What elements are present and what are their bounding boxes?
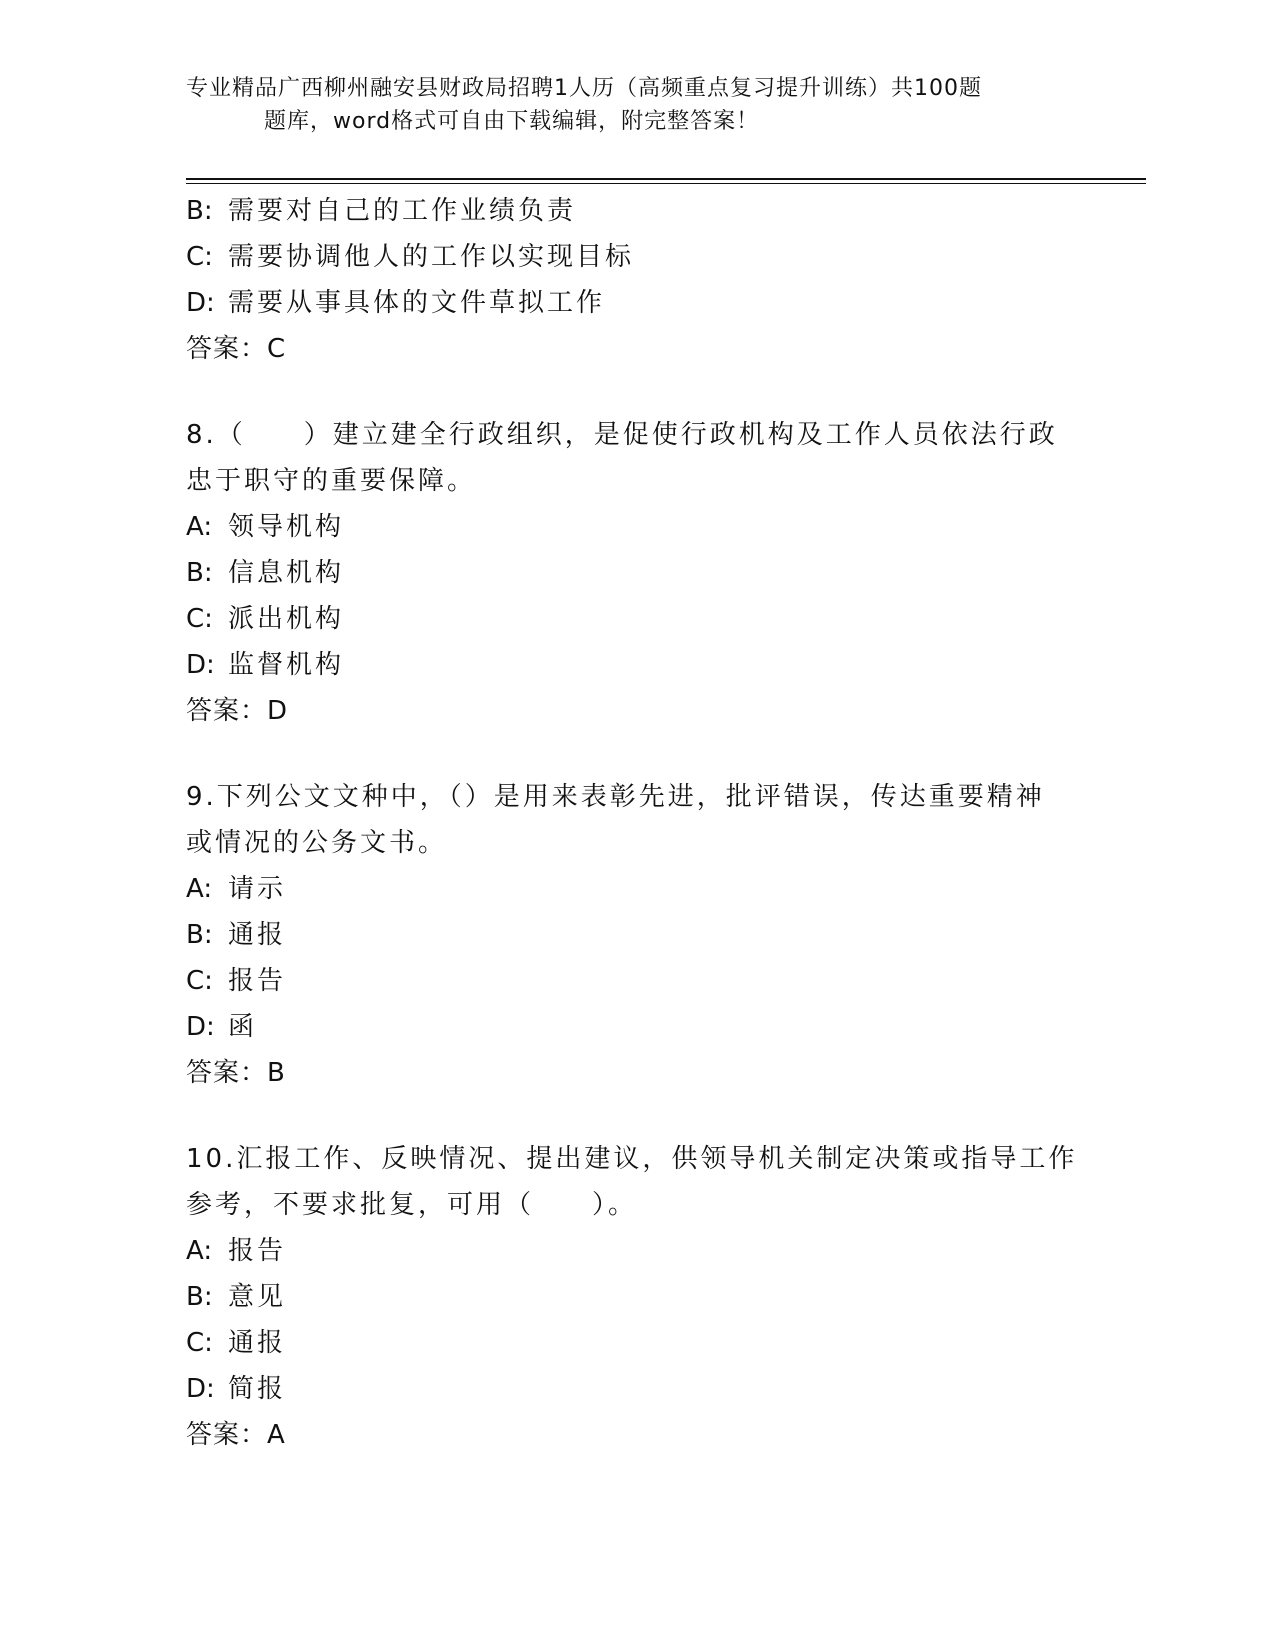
option-d: [186, 280, 1086, 326]
question-9: [186, 774, 1086, 1096]
option-letter: A:: [186, 1236, 213, 1266]
option-text: 简报: [228, 1374, 287, 1404]
option-text: 需要从事具体的文件草拟工作: [228, 288, 606, 318]
option-text: 报告: [228, 966, 287, 996]
header-title-line2: 题库，word格式可自由下载编辑，附完整答案！: [264, 109, 760, 134]
option-c: [186, 1320, 1086, 1366]
option-letter: B:: [186, 920, 213, 950]
document-header: [186, 72, 1086, 138]
option-a: [186, 504, 1086, 550]
option-a: [186, 866, 1086, 912]
option-letter: D:: [186, 288, 215, 318]
option-text: 意见: [228, 1282, 287, 1312]
option-text: 监督机构: [228, 650, 345, 680]
header-divider-thick: [186, 178, 1146, 180]
option-a: [186, 1228, 1086, 1274]
option-b: [186, 550, 1086, 596]
option-letter: C:: [186, 242, 213, 272]
option-letter: B:: [186, 558, 213, 588]
option-letter: C:: [186, 1328, 213, 1358]
option-text: 通报: [228, 1328, 287, 1358]
option-c: [186, 958, 1086, 1004]
option-b: [186, 1274, 1086, 1320]
question-7-continued: [186, 188, 1086, 372]
option-text: 需要协调他人的工作以实现目标: [228, 242, 635, 272]
option-letter: A:: [186, 512, 213, 542]
option-d: [186, 642, 1086, 688]
question-8: [186, 412, 1086, 734]
option-d: [186, 1004, 1086, 1050]
option-letter: D:: [186, 1374, 215, 1404]
answer-line: 答案：D: [186, 696, 289, 726]
question-list: [186, 188, 1086, 1458]
option-letter: D:: [186, 650, 215, 680]
answer-line: 答案：A: [186, 1420, 286, 1450]
question-stem-line2: 忠于职守的重要保障。: [186, 466, 477, 496]
question-stem-line1: 9.下列公文文种中，（）是用来表彰先进，批评错误，传达重要精神: [186, 782, 1045, 812]
answer-line: 答案：C: [186, 334, 287, 364]
option-b: [186, 188, 1086, 234]
option-text: 通报: [228, 920, 287, 950]
option-text: 请示: [228, 874, 287, 904]
option-letter: A:: [186, 874, 213, 904]
option-letter: C:: [186, 966, 213, 996]
question-stem-line2: 参考，不要求批复，可用（ ）。: [186, 1190, 638, 1220]
question-10: [186, 1136, 1086, 1458]
option-letter: B:: [186, 1282, 213, 1312]
option-text: 派出机构: [228, 604, 345, 634]
option-c: [186, 596, 1086, 642]
option-text: 领导机构: [228, 512, 345, 542]
option-letter: C:: [186, 604, 213, 634]
option-text: 函: [228, 1012, 258, 1042]
header-divider-thin: [186, 183, 1146, 184]
answer-line: 答案：B: [186, 1058, 286, 1088]
question-stem-line2: 或情况的公务文书。: [186, 828, 448, 858]
header-title-line1: 专业精品广西柳州融安县财政局招聘1人历（高频重点复习提升训练）共100题: [186, 76, 982, 101]
option-c: [186, 234, 1086, 280]
option-b: [186, 912, 1086, 958]
option-text: 报告: [228, 1236, 287, 1266]
option-text: 需要对自己的工作业绩负责: [228, 196, 577, 226]
option-text: 信息机构: [228, 558, 345, 588]
question-stem-line1: 10.汇报工作、反映情况、提出建议，供领导机关制定决策或指导工作: [186, 1144, 1078, 1174]
question-stem-line1: 8.（ ）建立建全行政组织，是促使行政机构及工作人员依法行政: [186, 420, 1058, 450]
option-letter: D:: [186, 1012, 215, 1042]
option-d: [186, 1366, 1086, 1412]
option-letter: B:: [186, 196, 213, 226]
